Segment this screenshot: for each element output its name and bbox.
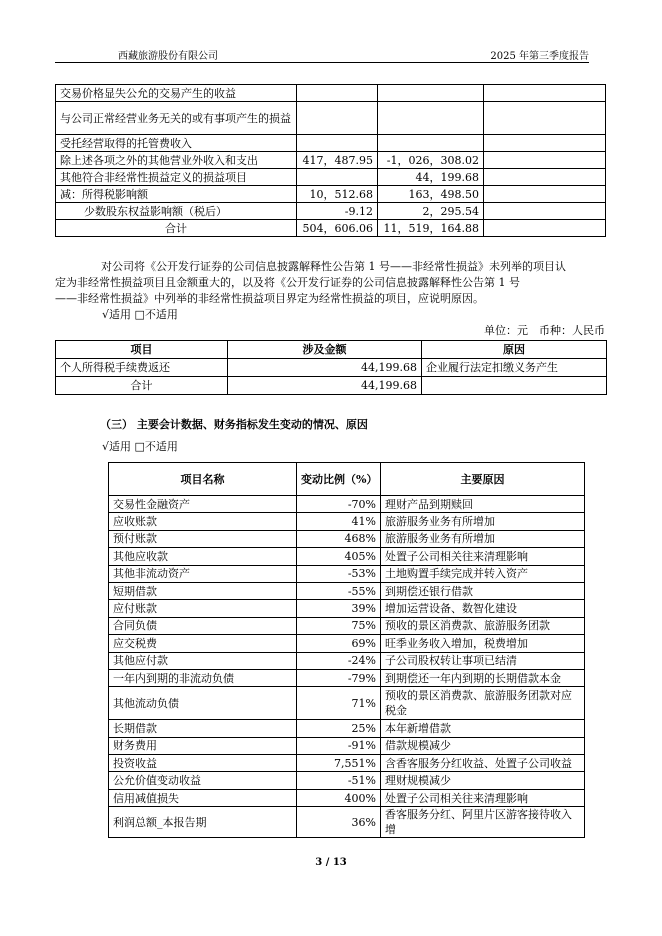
- row-item: 预付账款: [109, 530, 297, 547]
- applicable-checkbox-2: √适用 □不适用: [102, 440, 178, 453]
- row-ratio: -79%: [297, 669, 381, 686]
- header-company: 西藏旅游股份有限公司: [118, 51, 218, 62]
- row-value-ytd: 11，519，164.88: [378, 220, 484, 237]
- t3-header-item: 项目名称: [109, 463, 297, 496]
- explanation-line-1: 对公司将《公开发行证券的公司信息披露解释性公告第 1 号——非经常性损益》未列举的项目认: [101, 260, 566, 273]
- row-value-ytd: [378, 102, 484, 135]
- explanation-line-2: 定为非经常性损益项目且金额重大的，以及将《公开发行证券的公司信息披露解释性公告第 1 号: [55, 276, 520, 289]
- row-item: 投资收益: [109, 755, 297, 772]
- row-reason: 土地购置手续完成并转入资产: [381, 565, 585, 582]
- table-row: [109, 687, 585, 720]
- row-reason: 处置子公司相关往来清理影响: [381, 548, 585, 565]
- t3-header-ratio: [297, 463, 381, 496]
- table-row: [56, 377, 607, 395]
- row-item: 信用减值损失: [109, 789, 297, 806]
- row-note: [484, 102, 606, 135]
- table-row: [56, 220, 606, 237]
- row-value-current: [297, 102, 378, 135]
- row-reason: 到期偿还一年内到期的长期借款本金: [381, 669, 585, 686]
- row-value-current: -9.12: [297, 203, 378, 220]
- table-row: [109, 496, 585, 513]
- t2-header-reason: 原因: [422, 341, 607, 359]
- header-report-title: 2025 年第三季度报告: [490, 51, 589, 62]
- row-ratio: -55%: [297, 582, 381, 599]
- table-row: [109, 755, 585, 772]
- row-amount: 44,199.68: [228, 359, 422, 377]
- explanation-line-3: ——非经常性损益》中列举的非经常性损益项目界定为经常性损益的项目，应说明原因。: [55, 292, 484, 305]
- header-divider: [55, 62, 589, 63]
- row-reason: 理财产品到期赎回: [381, 496, 585, 513]
- row-note: [484, 169, 606, 186]
- row-reason: 旅游服务业务有所增加: [381, 513, 585, 530]
- table-row: [109, 737, 585, 754]
- row-item: 合计: [56, 220, 297, 237]
- row-item: 合同负债: [109, 617, 297, 634]
- row-note: [484, 152, 606, 169]
- row-ratio: -70%: [297, 496, 381, 513]
- row-item: 少数股东权益影响额（税后）: [56, 203, 297, 220]
- row-ratio: 41%: [297, 513, 381, 530]
- row-note: [484, 186, 606, 203]
- table-row: [56, 359, 607, 377]
- row-value-current: [297, 169, 378, 186]
- row-item: 受托经营取得的托管费收入: [56, 135, 297, 152]
- row-reason: 到期偿还银行借款: [381, 582, 585, 599]
- row-item: 交易性金融资产: [109, 496, 297, 513]
- recognized-items-table: [55, 340, 607, 395]
- row-item: 减：所得税影响额: [56, 186, 297, 203]
- table-row: [109, 789, 585, 806]
- table-row: [56, 169, 606, 186]
- row-reason: 香客服务分红、阿里片区游客接待收入增: [381, 807, 585, 838]
- row-note: [484, 85, 606, 102]
- row-reason: 借款规模减少: [381, 737, 585, 754]
- row-reason: 旅游服务业务有所增加: [381, 530, 585, 547]
- row-value-ytd: 2，295.54: [378, 203, 484, 220]
- row-value-current: 10，512.68: [297, 186, 378, 203]
- row-ratio: 400%: [297, 789, 381, 806]
- table-row: [56, 102, 606, 135]
- row-ratio: -91%: [297, 737, 381, 754]
- row-value-ytd: 163，498.50: [378, 186, 484, 203]
- row-value-ytd: -1，026，308.02: [378, 152, 484, 169]
- table-row: [109, 772, 585, 789]
- row-ratio: 71%: [297, 687, 381, 720]
- table-row: [109, 635, 585, 652]
- row-item: 利润总额_本报告期: [109, 807, 297, 838]
- data-change-table: [108, 462, 585, 838]
- table-row: [109, 669, 585, 686]
- row-ratio: 75%: [297, 617, 381, 634]
- table-row: [109, 600, 585, 617]
- table-row: [109, 807, 585, 838]
- row-item: 其他流动负债: [109, 687, 297, 720]
- row-ratio: -24%: [297, 652, 381, 669]
- table1-body: [56, 85, 606, 237]
- row-item: 其他应收款: [109, 548, 297, 565]
- row-ratio: 25%: [297, 720, 381, 737]
- row-item: 长期借款: [109, 720, 297, 737]
- row-item: 其他非流动资产: [109, 565, 297, 582]
- row-reason: 处置子公司相关往来清理影响: [381, 789, 585, 806]
- t3-header-reason: 主要原因: [381, 463, 585, 496]
- row-reason: 增加运营设备、数智化建设: [381, 600, 585, 617]
- table-row: [56, 186, 606, 203]
- t2-header-amount: 涉及金额: [228, 341, 422, 359]
- table-row: [109, 548, 585, 565]
- table-row: [109, 530, 585, 547]
- table-row: [56, 203, 606, 220]
- table-row: [109, 513, 585, 530]
- row-amount: 44,199.68: [228, 377, 422, 395]
- row-reason: 预收的景区消费款、旅游服务团款: [381, 617, 585, 634]
- section-title: （三） 主要会计数据、财务指标发生变动的情况、原因: [100, 418, 368, 431]
- row-value-current: [297, 135, 378, 152]
- table-row: [109, 617, 585, 634]
- table-row: [109, 582, 585, 599]
- row-item: 应付账款: [109, 600, 297, 617]
- row-item: 一年内到期的非流动负债: [109, 669, 297, 686]
- row-reason: 旺季业务收入增加，税费增加: [381, 635, 585, 652]
- row-item: 短期借款: [109, 582, 297, 599]
- unit-currency: 单位：元 币种：人民币: [484, 324, 605, 337]
- row-note: [484, 220, 606, 237]
- page-number: 3 / 13: [315, 857, 347, 868]
- row-ratio: 7,551%: [297, 755, 381, 772]
- table2-body: [56, 359, 607, 395]
- table-row: [109, 565, 585, 582]
- row-value-ytd: 44，199.68: [378, 169, 484, 186]
- row-item: 其他应付款: [109, 652, 297, 669]
- row-item: 其他符合非经常性损益定义的损益项目: [56, 169, 297, 186]
- row-reason: [422, 377, 607, 395]
- row-ratio: 36%: [297, 807, 381, 838]
- table3-body: [109, 496, 585, 838]
- row-ratio: 468%: [297, 530, 381, 547]
- row-item: 与公司正常经营业务无关的或有事项产生的损益: [56, 102, 297, 135]
- row-value-ytd: [378, 85, 484, 102]
- row-reason: 本年新增借款: [381, 720, 585, 737]
- row-item: 财务费用: [109, 737, 297, 754]
- row-note: [484, 203, 606, 220]
- table-row: [56, 135, 606, 152]
- row-item: 应收账款: [109, 513, 297, 530]
- table-row: [109, 720, 585, 737]
- row-ratio: -53%: [297, 565, 381, 582]
- row-ratio: 405%: [297, 548, 381, 565]
- row-reason: 预收的景区消费款、旅游服务团款对应税金: [381, 687, 585, 720]
- row-ratio: -51%: [297, 772, 381, 789]
- row-value-ytd: [378, 135, 484, 152]
- row-item: 除上述各项之外的其他营业外收入和支出: [56, 152, 297, 169]
- row-note: [484, 135, 606, 152]
- t2-header-item: 项目: [56, 341, 228, 359]
- row-item: 合计: [56, 377, 228, 395]
- row-reason: 理财规模减少: [381, 772, 585, 789]
- table-row: [56, 85, 606, 102]
- row-value-current: [297, 85, 378, 102]
- row-reason: 企业履行法定扣缴义务产生: [422, 359, 607, 377]
- row-item: 公允价值变动收益: [109, 772, 297, 789]
- row-value-current: 417，487.95: [297, 152, 378, 169]
- explanation-paragraph: [55, 259, 615, 307]
- table-row: [109, 652, 585, 669]
- row-value-current: 504，606.06: [297, 220, 378, 237]
- non-recurring-gains-table: [55, 84, 606, 237]
- t3-header-ratio-text: 变动比例（%）: [301, 472, 378, 486]
- row-item: 交易价格显失公允的交易产生的收益: [56, 85, 297, 102]
- row-reason: 子公司股权转让事项已结清: [381, 652, 585, 669]
- table-row: [56, 152, 606, 169]
- row-ratio: 69%: [297, 635, 381, 652]
- applicable-checkbox-1: √适用 □不适用: [102, 308, 178, 321]
- row-item: 应交税费: [109, 635, 297, 652]
- row-reason: 含香客服务分红收益、处置子公司收益: [381, 755, 585, 772]
- row-item: 个人所得税手续费返还: [56, 359, 228, 377]
- row-ratio: 39%: [297, 600, 381, 617]
